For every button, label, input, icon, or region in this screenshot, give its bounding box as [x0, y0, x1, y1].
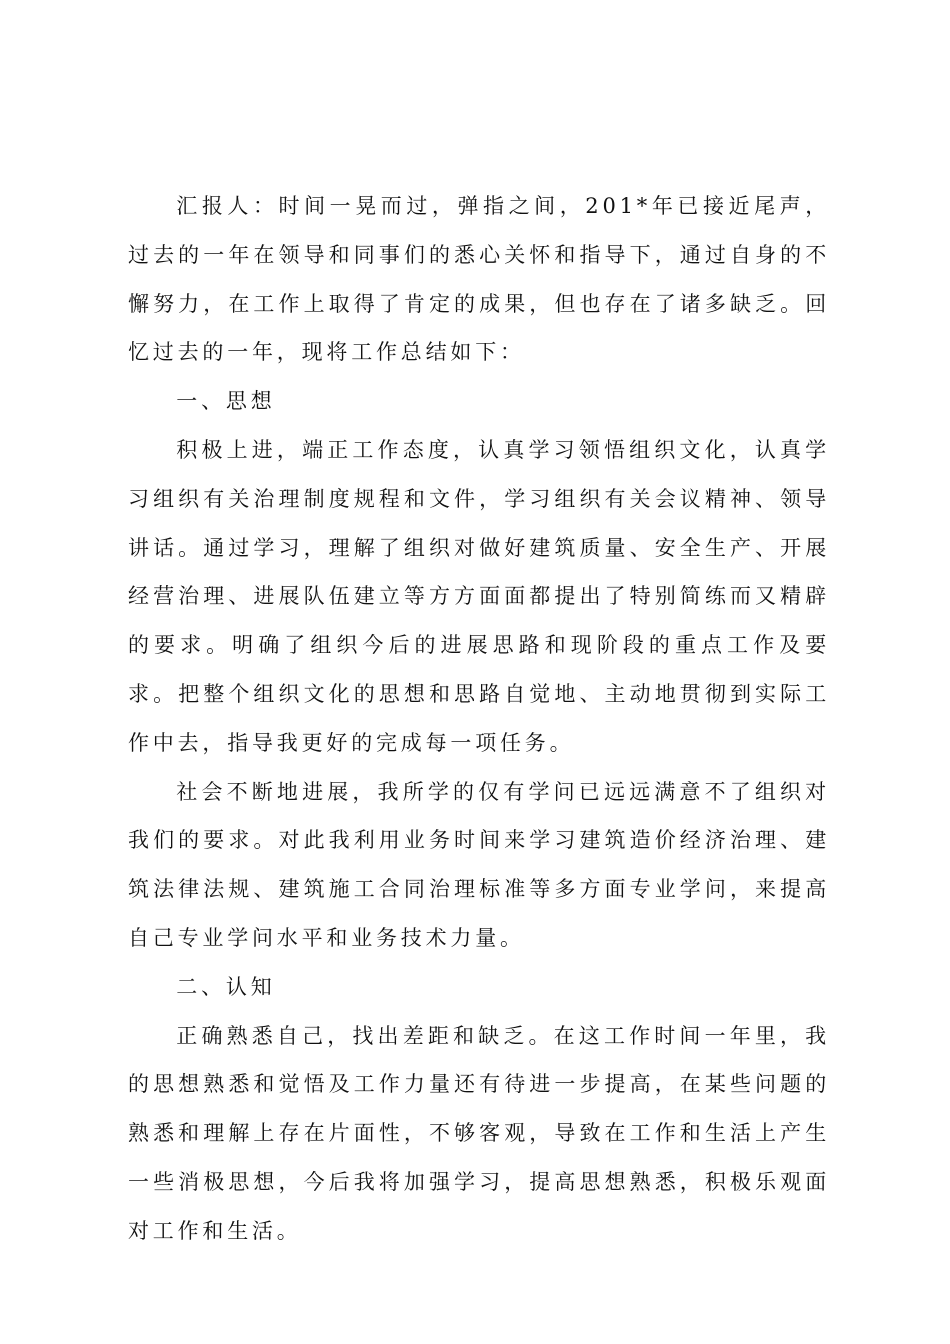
paragraph-thought-2: 社会不断地进展，我所学的仅有学问已远远满意不了组织对我们的要求。对此我利用业务时间来学习建筑造价经济治理、建筑法律法规、建筑施工合同治理标准等多方面专业学问，来提高自己专业学问水平和业务技术力量。 — [128, 779, 830, 950]
section-heading-thought: 一、思想 — [176, 389, 276, 414]
document-body — [128, 182, 830, 1256]
paragraph-intro: 汇报人：时间一晃而过，弹指之间，201*年已接近尾声，过去的一年在领导和同事们的悉心关怀和指导下，通过自身的不懈努力，在工作上取得了肯定的成果，但也存在了诸多缺乏。回忆过去的一年，现将工作总结如下： — [128, 194, 830, 365]
paragraph-cognition: 正确熟悉自己，找出差距和缺乏。在这工作时间一年里，我的思想熟悉和觉悟及工作力量还有待进一步提高，在某些问题的熟悉和理解上存在片面性，不够客观，导致在工作和生活上产生一些消极思想，今后我将加强学习，提高思想熟悉，积极乐观面对工作和生活。 — [128, 1023, 830, 1243]
section-heading-cognition: 二、认知 — [176, 974, 276, 999]
paragraph-thought-1: 积极上进，端正工作态度，认真学习领悟组织文化，认真学习组织有关治理制度规程和文件，学习组织有关会议精神、领导讲话。通过学习，理解了组织对做好建筑质量、安全生产、开展经营治理、进展队伍建立等方方面面都提出了特别简练而又精辟的要求。明确了组织今后的进展思路和现阶段的重点工作及要求。把整个组织文化的思想和思路自觉地、主动地贯彻到实际工作中去，指导我更好的完成每一项任务。 — [128, 437, 830, 755]
